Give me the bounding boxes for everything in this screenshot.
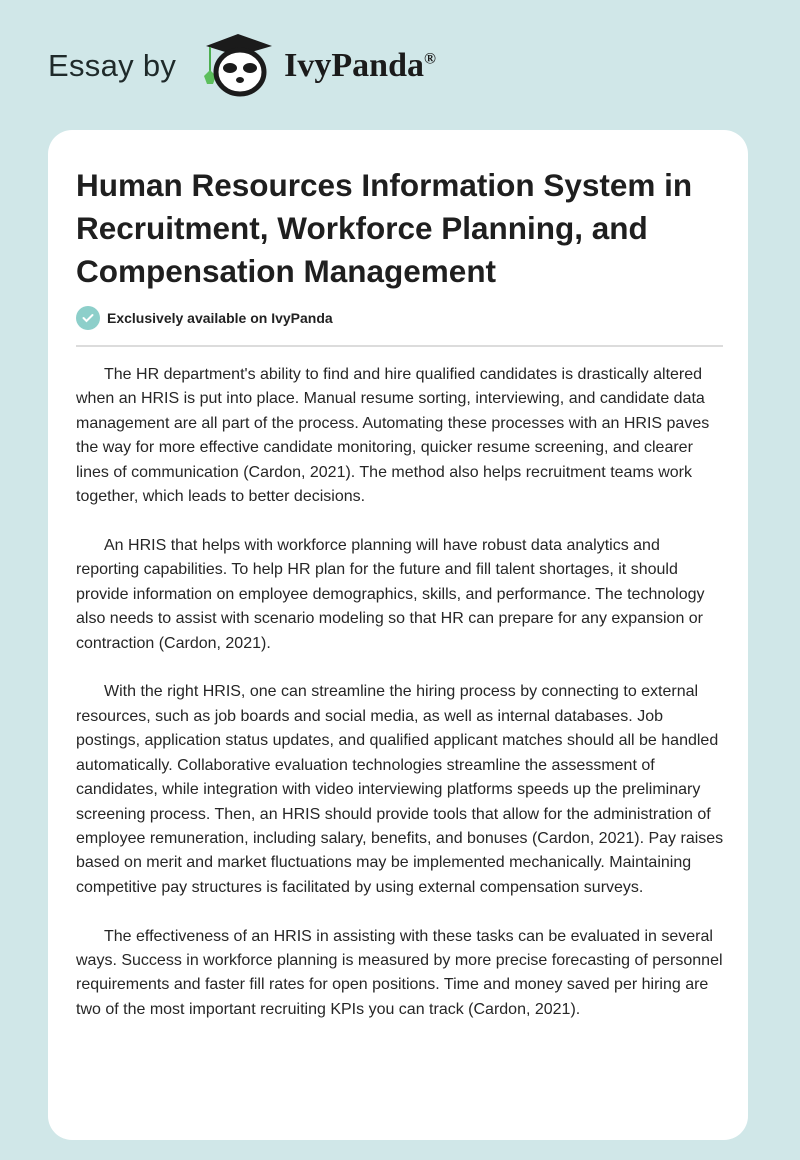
check-icon (76, 306, 100, 330)
exclusive-badge-label: Exclusively available on IvyPanda (107, 310, 333, 326)
divider (76, 345, 723, 347)
essay-title: Human Resources Information System in Recruitment, Workforce Planning, and Compensation Management (76, 167, 693, 289)
essay-by-label: Essay by (48, 48, 177, 83)
essay-body (76, 363, 726, 1047)
exclusive-badge (76, 306, 333, 330)
paragraph: The HR department's ability to find and hire qualified candidates is drastically altered when an HRIS is put into place. Manual resume sorting, interviewing, and candidate data management are all part of the process. Automating these processes with an HRIS paves the way for more effective candidate monitoring, quicker resume screening, and clearer lines of communication (Cardon, 2021). The method also helps recruitment teams work together, which leads to better decisions. (76, 366, 710, 506)
paragraph: The effectiveness of an HRIS in assisting with these tasks can be evaluated in several ways. Success in workforce planning is measured by more precise forecasting of personnel requirements and faster fill rates for open positions. Time and money saved per hiring are two of the most important recruiting KPIs you can track (Cardon, 2021). (76, 927, 723, 1018)
ivypanda-logo-icon[interactable] (196, 32, 282, 100)
paragraph: An HRIS that helps with workforce planning will have robust data analytics and reporting capabilities. To help HR plan for the future and fill talent shortages, it should provide information on employee demographics, skills, and performance. The technology also needs to assist with scenario modeling so that HR can prepare for any expansion or contraction (Cardon, 2021). (76, 536, 705, 652)
site-header (48, 36, 436, 96)
essay-card (48, 130, 748, 1140)
brand-name[interactable]: IvyPanda® (284, 47, 436, 84)
paragraph: With the right HRIS, one can streamline the hiring process by connecting to external resources, such as job boards and social media, as well as internal databases. Job postings, application status updates, and qualified applicant matches should all be handled automatically. Collaborative evaluation technologies streamline the assessment of candidates, while integration with video interviewing platforms speeds up the preliminary screening process. Then, an HRIS should provide tools that allow for the administration of employee remuneration, including salary, benefits, and bonuses (Cardon, 2021). Pay raises based on merit and market fluctuations may be implemented mechanically. Maintaining competitive pay structures is facilitated by using external compensation surveys. (76, 683, 724, 896)
